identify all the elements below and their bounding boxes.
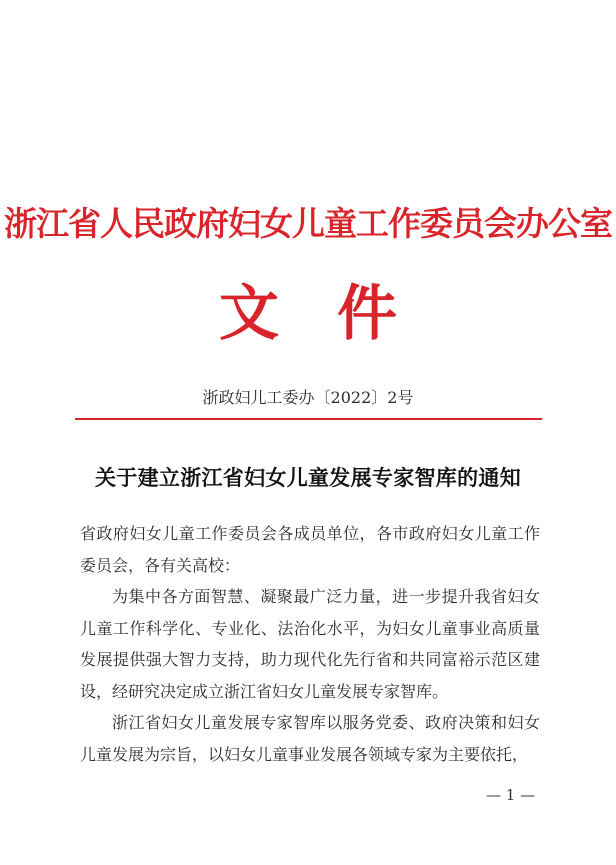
notice-body <box>80 518 540 770</box>
salutation: 省政府妇女儿童工作委员会各成员单位，各市政府妇女儿童工作委员会，各有关高校： <box>80 524 540 575</box>
document-type-heading: 文件 <box>219 279 455 349</box>
body-paragraph: 浙江省妇女儿童发展专家智库以服务党委、政府决策和妇女儿童发展为宗旨，以妇女儿童事业发展各领域专家为主要依托， <box>80 713 540 764</box>
notice-title: 关于建立浙江省妇女儿童发展专家智库的通知 <box>95 465 521 490</box>
red-separator-line <box>75 418 542 420</box>
document-number: 浙政妇儿工委办〔2022〕2号 <box>202 388 414 407</box>
body-paragraph: 为集中各方面智慧、凝聚最广泛力量，进一步提升我省妇女儿童工作科学化、专业化、法治化水平，为妇女儿童事业高质量发展提供强大智力支持，助力现代化先行省和共同富裕示范区建设，经研究决定成立浙江省妇女儿童发展专家智库。 <box>80 587 540 701</box>
issuer-heading: 浙江省人民政府妇女儿童工作委员会办公室 <box>4 204 612 243</box>
page-number: — 1 — <box>486 786 536 804</box>
